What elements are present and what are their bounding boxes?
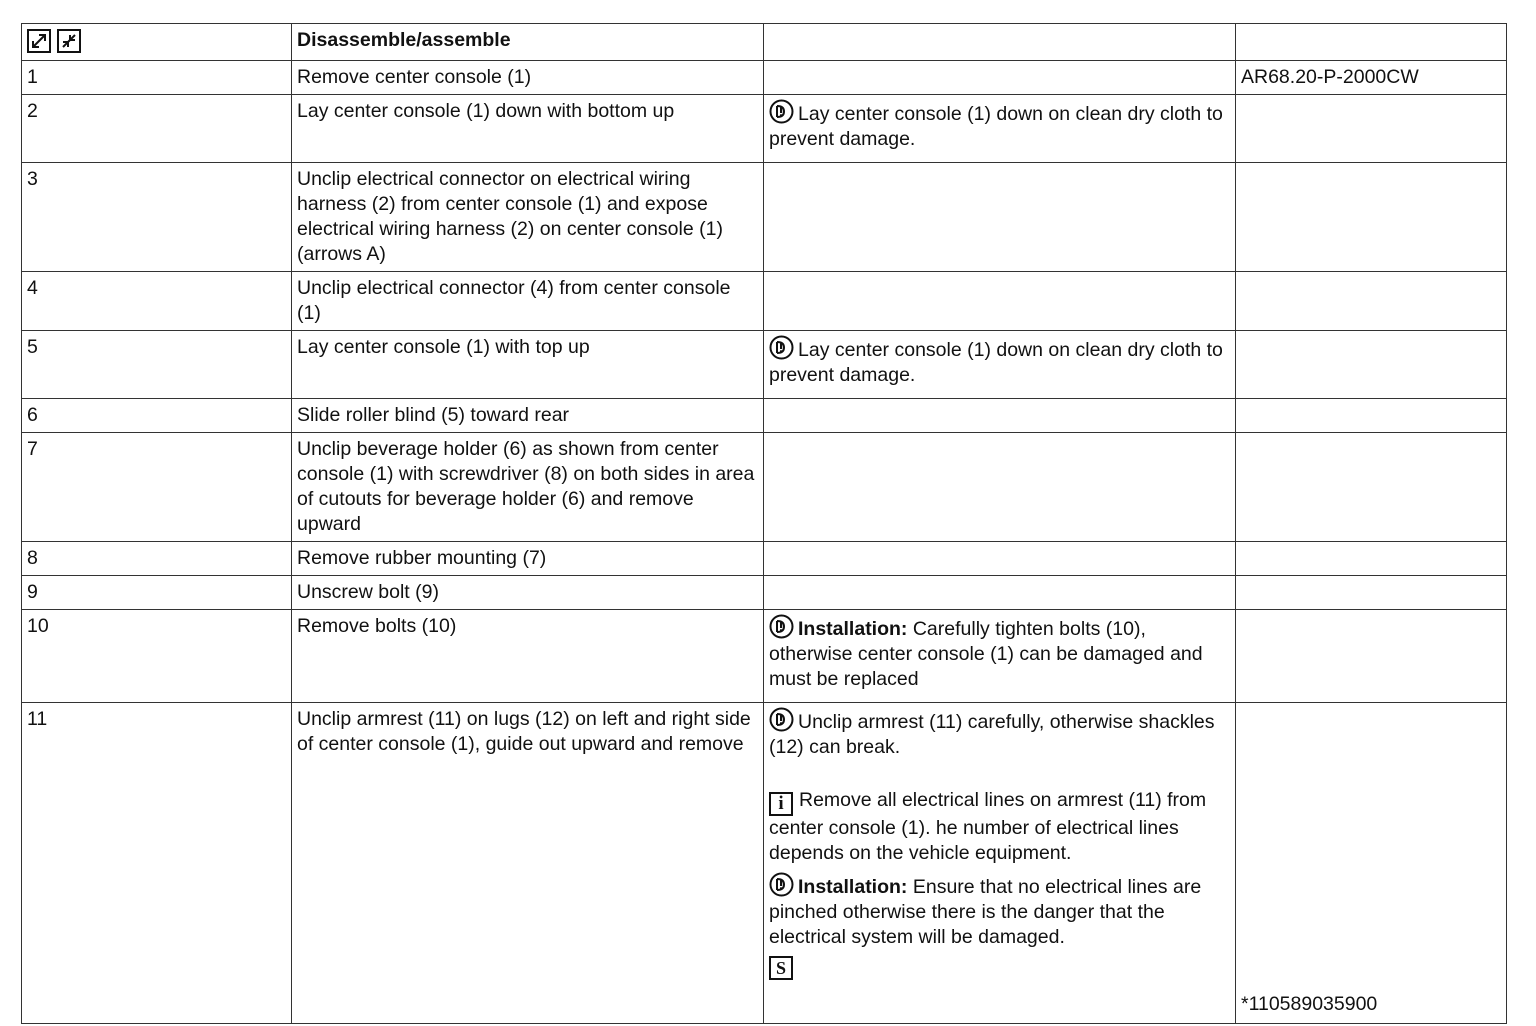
reference-cell [1236,703,1507,1024]
note-cell [764,163,1236,272]
step-number: 7 [22,433,292,542]
note-cell [764,703,1236,1024]
reference-cell [1236,272,1507,331]
note-text: Carefully tighten bolts (10), otherwise center console (1) can be damaged and must be replaced [769,618,1203,690]
step-text: Unclip electrical connector (4) from center console (1) [292,272,764,331]
reference-cell [1236,542,1507,576]
step-text: Lay center console (1) with top up [292,331,764,399]
caution-note [769,614,1230,692]
info-icon: i [769,792,793,816]
procedure-table [21,23,1507,1024]
reference-cell [1236,95,1507,163]
header-row [22,24,1507,61]
installation-label: Installation: [798,618,908,640]
note-cell [764,95,1236,163]
note-cell [764,272,1236,331]
caution-icon [769,614,794,639]
note-cell [764,610,1236,703]
collapse-arrows-icon[interactable] [57,29,81,53]
table-row [22,610,1507,703]
table-row [22,576,1507,610]
step-text: Unclip armrest (11) on lugs (12) on left and right side of center console (1), guide out upward and remove [292,703,764,1024]
note-cell [764,399,1236,433]
table-row [22,272,1507,331]
step-number: 6 [22,399,292,433]
tool-part-number[interactable]: *110589035900 [1241,993,1378,1015]
note-cell [764,433,1236,542]
note-text: Lay center console (1) down on clean dry cloth to prevent damage. [769,339,1223,386]
step-text: Lay center console (1) down with bottom up [292,95,764,163]
reference-cell [1236,163,1507,272]
step-number: 8 [22,542,292,576]
step-text: Remove bolts (10) [292,610,764,703]
step-number: 4 [22,272,292,331]
step-number: 11 [22,703,292,1024]
table-row [22,433,1507,542]
header-empty-cell [764,24,1236,61]
expand-arrows-icon[interactable] [27,29,51,53]
reference-cell [1236,433,1507,542]
table-row [22,163,1507,272]
step-text: Remove rubber mounting (7) [292,542,764,576]
step-number: 10 [22,610,292,703]
reference-cell [1236,399,1507,433]
note-text: Remove all electrical lines on armrest (11) from center console (1). he number of electrical lines depends on the vehicle equipment. [769,789,1207,864]
header-icons-cell [22,24,292,61]
step-text: Unscrew bolt (9) [292,576,764,610]
note-text: Ensure that no electrical lines are pinched otherwise there is the danger that the electrical system will be damaged. [769,876,1202,948]
step-number: 1 [22,61,292,95]
reference-cell [1236,610,1507,703]
caution-note [769,335,1230,388]
reference-cell [1236,331,1507,399]
caution-note [769,707,1230,760]
special-tool-icon[interactable]: S [769,956,793,980]
step-number: 3 [22,163,292,272]
info-note [769,788,1230,866]
note-text: Unclip armrest (11) carefully, otherwise shackles (12) can break. [769,711,1215,758]
table-row [22,95,1507,163]
caution-icon [769,707,794,732]
note-cell [764,542,1236,576]
caution-icon [769,335,794,360]
step-number: 2 [22,95,292,163]
caution-note [769,872,1230,950]
table-row [22,542,1507,576]
page-title: Disassemble/assemble [292,24,764,61]
step-number: 5 [22,331,292,399]
reference-link[interactable]: AR68.20-P-2000CW [1236,61,1507,95]
header-empty-cell [1236,24,1507,61]
note-cell [764,331,1236,399]
step-number: 9 [22,576,292,610]
table-row [22,703,1507,1024]
note-cell [764,576,1236,610]
note-cell [764,61,1236,95]
installation-label: Installation: [798,876,908,898]
caution-icon [769,872,794,897]
step-text: Remove center console (1) [292,61,764,95]
table-row [22,61,1507,95]
reference-cell [1236,576,1507,610]
step-text: Unclip beverage holder (6) as shown from center console (1) with screwdriver (8) on both sides in area of cutouts for beverage holder (6) and remove upward [292,433,764,542]
caution-icon [769,99,794,124]
table-row [22,399,1507,433]
table-row [22,331,1507,399]
caution-note [769,99,1230,152]
step-text: Unclip electrical connector on electrical wiring harness (2) from center console (1) and expose electrical wiring harness (2) on center console (1) (arrows A) [292,163,764,272]
step-text: Slide roller blind (5) toward rear [292,399,764,433]
note-text: Lay center console (1) down on clean dry cloth to prevent damage. [769,103,1223,150]
